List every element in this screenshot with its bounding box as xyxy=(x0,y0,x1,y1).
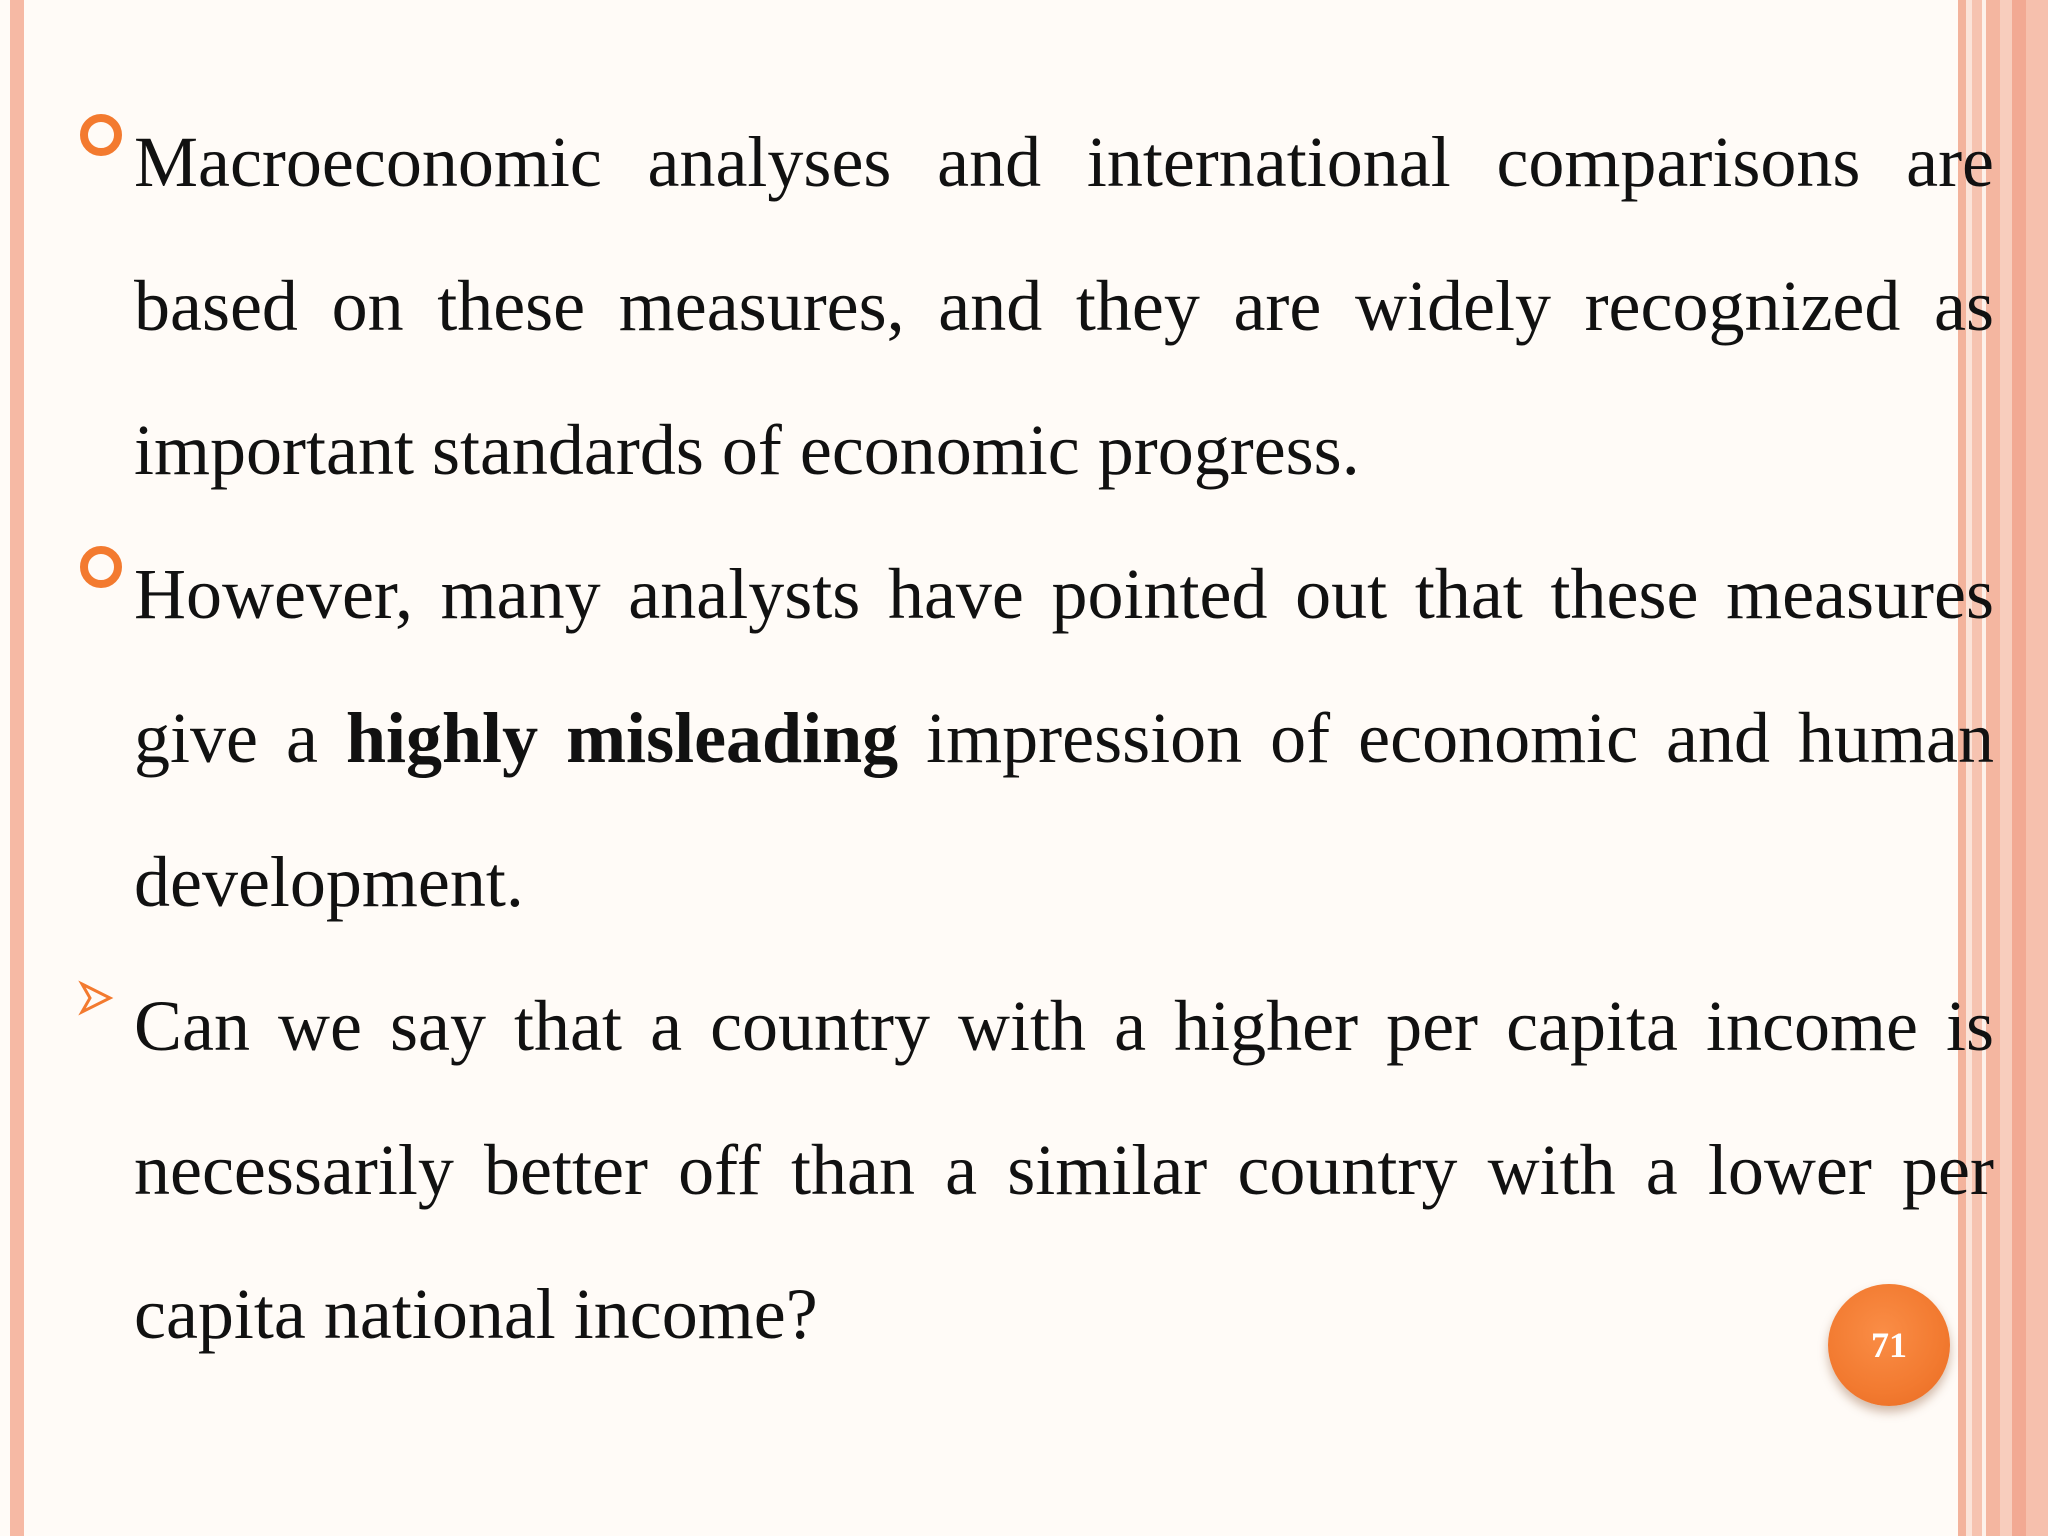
bullet-text-2-end: impression of economic and human development. xyxy=(134,698,1994,922)
left-decorative-stripe xyxy=(10,0,24,1536)
page-number: 71 xyxy=(1871,1325,1907,1365)
orange-ring-icon xyxy=(80,546,122,588)
bullet-text-1: Macroeconomic analyses and international comparisons are based on these measures, and they are widely recognized as important standards of economic progress. xyxy=(134,122,1994,490)
bullet-item-2 xyxy=(72,522,1994,954)
bullet-text-2-emphasis: highly misleading xyxy=(345,698,899,778)
bullet-text-3: Can we say that a country with a higher per capita income is necessarily better off than a similar country with a lower per capita national income? xyxy=(134,986,1994,1354)
orange-ring-icon xyxy=(80,114,122,156)
bullet-list xyxy=(72,90,1994,1386)
bullet-item-1 xyxy=(72,90,1994,522)
page-number-badge xyxy=(1828,1284,1950,1406)
bullet-item-3 xyxy=(72,954,1994,1386)
arrowhead-icon xyxy=(78,980,114,1016)
bullet-text-2-start: However, many analysts have pointed out that these measures give a xyxy=(134,554,1994,778)
